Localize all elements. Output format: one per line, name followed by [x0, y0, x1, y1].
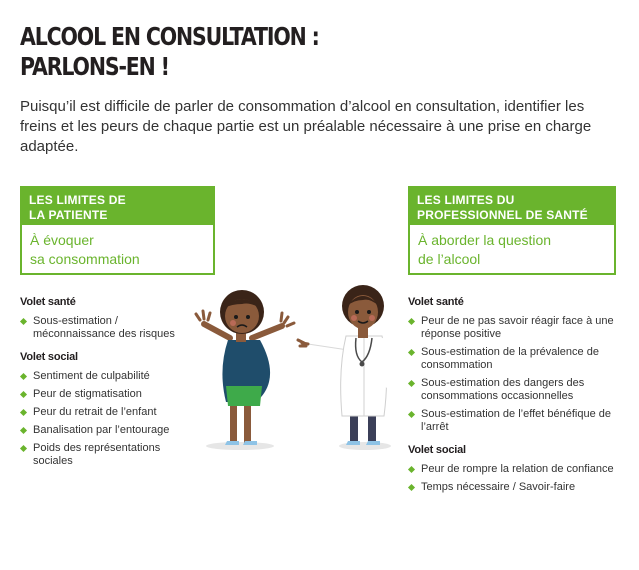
list-item: Sous-estimation des dangers des consommations occasionnelles: [408, 377, 636, 403]
patient-limits-heading: [22, 188, 213, 225]
professional-limits-heading-line-2: PROFESSIONNEL DE SANTÉ: [417, 208, 588, 222]
list-item: Banalisation par l’entourage: [20, 424, 195, 437]
list-item: Sentiment de culpabilité: [20, 370, 195, 383]
page-title: [20, 22, 364, 82]
page-title-line-2: PARLONS-EN !: [20, 52, 169, 81]
list-item: Peur de ne pas savoir réagir face à une réponse positive: [408, 315, 636, 341]
list-item: Peur de stigmatisation: [20, 388, 195, 401]
patient-limits-subtitle-line-2: sa consommation: [30, 251, 140, 267]
patient-limits-list: [20, 296, 195, 478]
professional-health-section: [408, 296, 636, 434]
doctor-illustration: [298, 285, 391, 450]
patient-limits-box: [20, 186, 215, 275]
patient-limits-heading-line-1: LES LIMITES DE: [29, 193, 126, 207]
patient-health-section: [20, 296, 195, 341]
professional-limits-subtitle-line-1: À aborder la question: [418, 232, 552, 248]
patient-social-section: [20, 351, 195, 468]
professional-limits-subtitle-line-2: de l’alcool: [418, 251, 481, 267]
professional-limits-heading: [410, 188, 614, 225]
professional-limits-box: [408, 186, 616, 275]
list-item: Sous-estimation de la prévalence de consommation: [408, 346, 636, 372]
page-title-line-1: ALCOOL EN CONSULTATION :: [20, 22, 319, 51]
professional-limits-heading-line-1: LES LIMITES DU: [417, 193, 515, 207]
professional-health-title: Volet santé: [408, 296, 464, 308]
patient-limits-heading-line-2: LA PATIENTE: [29, 208, 108, 222]
professional-limits-subtitle: [410, 225, 614, 269]
professional-social-section: [408, 444, 636, 494]
list-item: Poids des représentations sociales: [20, 442, 195, 468]
consultation-illustration: [190, 280, 405, 455]
list-item: Sous-estimation de l’effet bénéfique de l’arrêt: [408, 408, 636, 434]
professional-social-title: Volet social: [408, 444, 466, 456]
patient-social-title: Volet social: [20, 351, 78, 363]
patient-limits-subtitle: [22, 225, 213, 269]
pregnant-patient-illustration: [196, 290, 294, 450]
list-item: Peur de rompre la relation de confiance: [408, 463, 636, 476]
intro-paragraph: Puisqu’il est difficile de parler de consommation d’alcool en consultation, identifier les freins et les peurs de chaque partie est un préalable nécessaire à une prise en charge adaptée.: [20, 98, 592, 155]
list-item: Sous-estimation / méconnaissance des risques: [20, 315, 195, 341]
patient-limits-subtitle-line-1: À évoquer: [30, 232, 94, 248]
list-item: Peur du retrait de l’enfant: [20, 406, 195, 419]
professional-limits-list: [408, 296, 636, 504]
list-item: Temps nécessaire / Savoir-faire: [408, 481, 636, 494]
patient-health-title: Volet santé: [20, 296, 76, 308]
